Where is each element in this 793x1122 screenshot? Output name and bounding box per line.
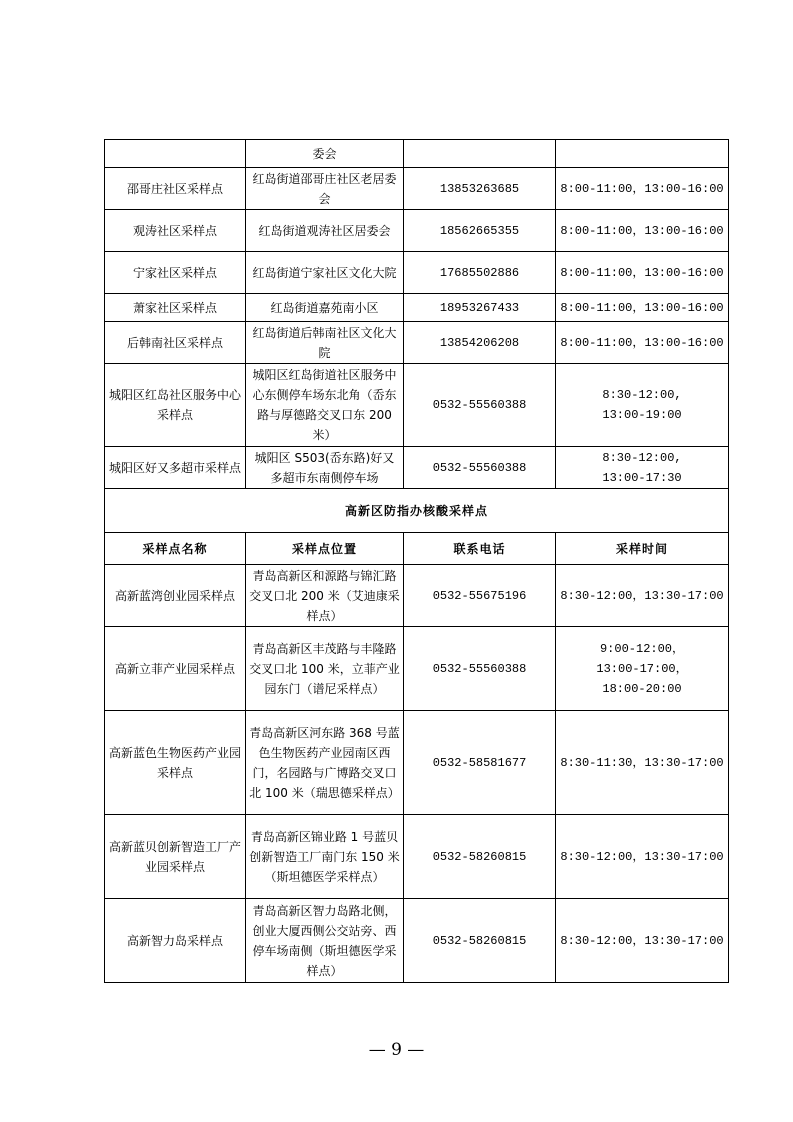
sampling-time-cell	[556, 627, 729, 711]
contact-phone-cell: 0532-58260815	[404, 815, 556, 899]
site-location-cell: 红岛街道观涛社区居委会	[246, 210, 404, 252]
site-name-cell: 高新立菲产业园采样点	[105, 627, 246, 711]
table-row	[105, 447, 729, 489]
site-location-cell: 城阳区红岛街道社区服务中心东侧停车场东北角（岙东路与厚德路交叉口东 200 米）	[246, 364, 404, 447]
site-name-cell	[105, 140, 246, 168]
site-location-cell: 青岛高新区智力岛路北侧，创业大厦西侧公交站旁、西停车场南侧（斯坦德医学采样点）	[246, 899, 404, 983]
site-location-cell: 红岛街道邵哥庄社区老居委会	[246, 168, 404, 210]
time-line: 9:00-12:00，	[599, 641, 684, 656]
site-name-cell: 高新蓝贝创新智造工厂产业园采样点	[105, 815, 246, 899]
site-location-cell: 青岛高新区锦业路 1 号蓝贝创新智造工厂南门东 150 米（斯坦德医学采样点）	[246, 815, 404, 899]
contact-phone-cell: 17685502886	[404, 252, 556, 294]
site-name-cell: 邵哥庄社区采样点	[105, 168, 246, 210]
column-header: 联系电话	[404, 533, 556, 565]
column-header: 采样点名称	[105, 533, 246, 565]
site-location-cell: 青岛高新区和源路与锦汇路交叉口北 200 米（艾迪康采样点）	[246, 565, 404, 627]
sampling-time-cell	[556, 252, 729, 294]
site-name-cell: 萧家社区采样点	[105, 294, 246, 322]
time-line: 8:30-12:00,	[602, 388, 682, 402]
sampling-time-cell	[556, 294, 729, 322]
time-line: 13:00-17:00，	[596, 661, 688, 676]
site-name-cell: 高新智力岛采样点	[105, 899, 246, 983]
header-row	[105, 533, 729, 565]
table-row	[105, 899, 729, 983]
time-line: 8:30-12:00，13:30-17:00	[560, 849, 724, 864]
time-line: 8:30-12:00,	[602, 450, 682, 465]
sampling-time-cell	[556, 140, 729, 168]
time-line: 8:00-11:00，13:00-16:00	[560, 223, 724, 238]
time-line: 8:30-12:00，13:30-17:00	[560, 588, 724, 603]
time-line: 8:00-11:00，13:00-16:00	[560, 181, 724, 196]
column-header: 采样点位置	[246, 533, 404, 565]
site-location-cell: 红岛街道嘉苑南小区	[246, 294, 404, 322]
contact-phone-cell: 0532-58260815	[404, 899, 556, 983]
sampling-time-cell	[556, 168, 729, 210]
site-name-cell: 观涛社区采样点	[105, 210, 246, 252]
site-location-cell: 委会	[246, 140, 404, 168]
contact-phone-cell: 0532-55675196	[404, 565, 556, 627]
site-name-cell: 宁家社区采样点	[105, 252, 246, 294]
time-line: 8:30-11:30，13:30-17:00	[560, 755, 724, 770]
sampling-time-cell	[556, 815, 729, 899]
sampling-time-cell	[556, 711, 729, 815]
contact-phone-cell: 18562665355	[404, 210, 556, 252]
contact-phone-cell: 0532-55560388	[404, 447, 556, 489]
time-line: 8:00-11:00，13:00-16:00	[560, 300, 724, 315]
sampling-time-cell	[556, 899, 729, 983]
site-location-cell: 红岛街道后韩南社区文化大院	[246, 322, 404, 364]
sampling-time-cell	[556, 447, 729, 489]
time-line: 13:00-17:30	[602, 470, 682, 485]
site-name-cell: 高新蓝色生物医药产业园采样点	[105, 711, 246, 815]
sampling-time-cell	[556, 565, 729, 627]
contact-phone-cell: 0532-58581677	[404, 711, 556, 815]
time-line: 8:00-11:00，13:00-16:00	[560, 265, 724, 280]
table-row	[105, 168, 729, 210]
table-row	[105, 364, 729, 447]
table-row	[105, 210, 729, 252]
table-row	[105, 252, 729, 294]
table-row	[105, 711, 729, 815]
time-line: 18:00-20:00	[602, 681, 682, 696]
table-row	[105, 815, 729, 899]
contact-phone-cell: 0532-55560388	[404, 627, 556, 711]
time-line: 8:00-11:00，13:00-16:00	[560, 335, 724, 350]
table-row	[105, 627, 729, 711]
contact-phone-cell: 13854206208	[404, 322, 556, 364]
time-line: 13:00-19:00	[602, 408, 682, 422]
table-row	[105, 322, 729, 364]
site-location-cell: 青岛高新区河东路 368 号蓝色生物医药产业园南区西门，名园路与广博路交叉口北 100 米（瑞思德采样点）	[246, 711, 404, 815]
site-name-cell: 后韩南社区采样点	[105, 322, 246, 364]
page-number: — 9 —	[368, 1040, 425, 1060]
sampling-time-cell	[556, 322, 729, 364]
site-location-cell: 城阳区 S503(岙东路)好又多超市东南侧停车场	[246, 447, 404, 489]
sampling-time-cell	[556, 364, 729, 447]
time-line: 8:30-12:00，13:30-17:00	[560, 933, 724, 948]
table-row	[105, 565, 729, 627]
section-row	[105, 489, 729, 533]
section-title: 高新区防指办核酸采样点	[105, 489, 729, 533]
site-location-cell: 青岛高新区丰茂路与丰隆路交叉口北 100 米，立菲产业园东门（谱尼采样点）	[246, 627, 404, 711]
site-name-cell: 城阳区好又多超市采样点	[105, 447, 246, 489]
sampling-time-cell	[556, 210, 729, 252]
site-name-cell: 城阳区红岛社区服务中心采样点	[105, 364, 246, 447]
contact-phone-cell: 18953267433	[404, 294, 556, 322]
table-row	[105, 140, 729, 168]
contact-phone-cell: 0532-55560388	[404, 364, 556, 447]
contact-phone-cell: 13853263685	[404, 168, 556, 210]
site-location-cell: 红岛街道宁家社区文化大院	[246, 252, 404, 294]
column-header: 采样时间	[556, 533, 729, 565]
sampling-sites-table	[104, 139, 729, 983]
site-name-cell: 高新蓝湾创业园采样点	[105, 565, 246, 627]
table-row	[105, 294, 729, 322]
contact-phone-cell	[404, 140, 556, 168]
